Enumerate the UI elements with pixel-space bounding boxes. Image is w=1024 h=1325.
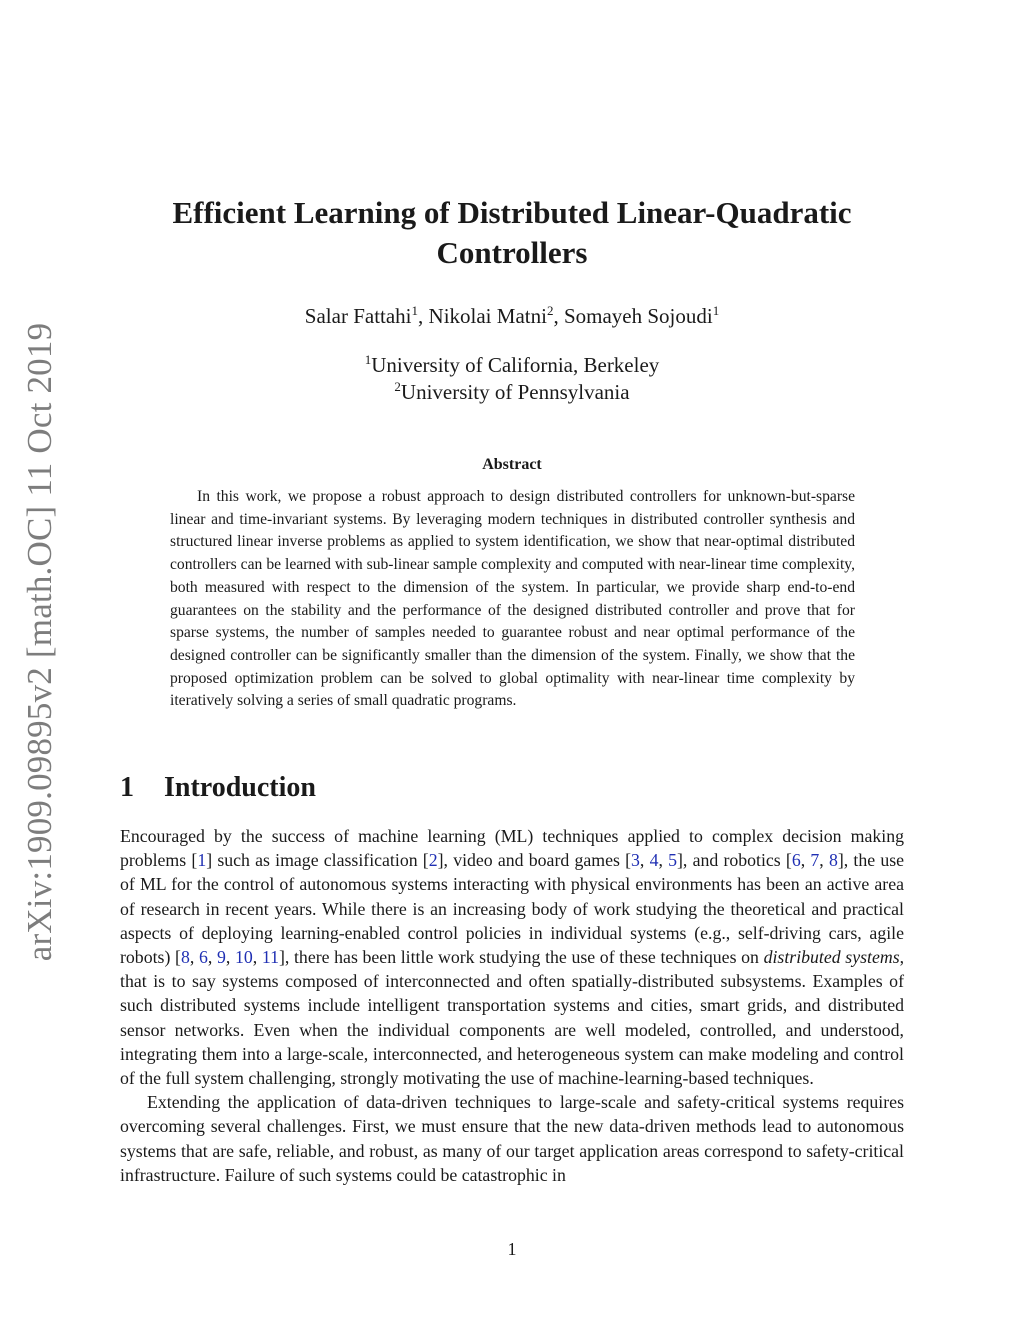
text-run: ], and robotics [ <box>677 850 792 871</box>
section-number: 1 <box>120 772 134 803</box>
text-run: , <box>225 947 235 968</box>
emphasized-term: distributed systems <box>763 947 900 968</box>
text-run: , that is to say systems composed of interconnected and often spatially-distributed subsystems. Examples of such distributed systems include intelligent transportation systems and cities, smart grids, and distributed sensor networks. Even when the individual components are well modeled, controlled, and understood, integrating them into a large-scale, interconnected, and heterogeneous system can make modeling and control of the full system challenging, strongly motivating the use of machine-learning-based techniques. <box>120 947 905 1089</box>
affiliation-mark: 1 <box>364 352 372 367</box>
author-name: Somayeh Sojoudi <box>563 304 713 328</box>
citation-link[interactable]: 2 <box>428 850 438 871</box>
citation-link[interactable]: 7 <box>810 850 820 871</box>
introduction-body <box>120 824 904 1187</box>
author-list: Salar Fattahi$^1$, Nikolai Matni$^2$, Somayeh Sojoudi$^1$ <box>304 303 720 328</box>
author-name: Nikolai Matni <box>428 304 547 328</box>
affiliation-mark: 1 <box>712 303 720 318</box>
citation-link[interactable]: 4 <box>649 850 659 871</box>
text-run: , <box>189 947 199 968</box>
text-run: ] such as image classification [ <box>206 850 429 871</box>
paper-title: Efficient Learning of Distributed Linear-Quadratic Controllers <box>172 195 852 270</box>
author-name: Salar Fattahi <box>304 304 412 328</box>
affiliation-mark: 2 <box>394 379 401 394</box>
citation-link[interactable]: 1 <box>197 850 207 871</box>
citation-link[interactable]: 10 <box>234 947 253 968</box>
abstract-text: In this work, we propose a robust approach to design distributed controllers for unknown-but-sparse linear and time-invariant systems. By leveraging modern techniques in distributed controller synthesis and structured linear inverse problems as applied to system identification, we show that near-optimal distributed controllers can be learned with sub-linear sample complexity and computed with near-linear time complexity, both measured with respect to the dimension of the system. In particular, we provide sharp end-to-end guarantees on the stability and the performance of the designed distributed controller and prove that for sparse systems, the number of samples needed to guarantee robust and near optimal performance of the designed controller can be significantly smaller than the dimension of the system. Finally, we show that the proposed optimization problem can be solved to global optimality with near-linear time complexity by iteratively solving a series of small quadratic programs. <box>170 488 855 710</box>
affiliation-mark: 2 <box>546 303 554 318</box>
affiliations <box>100 352 924 406</box>
text-run: , <box>639 850 650 871</box>
arxiv-identifier: arXiv:1909.09895v2 [math.OC] 11 Oct 2019 <box>20 322 59 962</box>
paragraph: Extending the application of data-driven techniques to large-scale and safety-critical systems requires overcoming several challenges. First, we must ensure that the new data-driven methods lead to autonomous systems that are safe, reliable, and robust, as many of our target application areas correspond to safety-critical infrastructure. Failure of such systems could be catastrophic in <box>120 1092 904 1185</box>
paragraph <box>120 824 904 1090</box>
text-run: , <box>819 850 829 871</box>
citation-link[interactable]: 8 <box>180 947 190 968</box>
text-run: ], there has been little work studying the use of these techniques on <box>278 947 764 968</box>
text-run: Encouraged by the success of machine learning (ML) techniques applied to complex decision making problems [ <box>120 826 904 871</box>
citation-link[interactable]: 6 <box>198 947 208 968</box>
citation-link[interactable]: 5 <box>668 850 677 871</box>
text-run: ], the use of ML for the control of autonomous systems interacting with physical environments has been an active area of research in recent years. While there is an increasing body of work studying the theoretical and practical aspects of deploying learning-enabled control policies in individual systems (e.g., self-driving cars, agile robots) [ <box>120 850 905 968</box>
affiliation-name: University of Pennsylvania <box>400 380 630 404</box>
affiliation-mark: 1 <box>411 303 419 318</box>
citation-link[interactable]: 9 <box>216 947 226 968</box>
text-run: ], video and board games [ <box>437 850 632 871</box>
text-run: , <box>800 850 811 871</box>
text-run: , <box>207 947 217 968</box>
citation-link[interactable]: 3 <box>631 850 640 871</box>
text-run: , <box>658 850 669 871</box>
citation-link[interactable]: 6 <box>791 850 801 871</box>
page-number: 1 <box>507 1239 517 1259</box>
text-run: , <box>252 947 262 968</box>
abstract-heading: Abstract <box>482 456 542 473</box>
affiliation <box>100 352 924 379</box>
citation-link[interactable]: 11 <box>261 947 279 968</box>
section-heading <box>120 770 316 806</box>
citation-link[interactable]: 8 <box>828 850 838 871</box>
affiliation-name: University of California, Berkeley <box>371 353 660 377</box>
section-title: Introduction <box>164 772 316 803</box>
affiliation <box>100 379 924 406</box>
